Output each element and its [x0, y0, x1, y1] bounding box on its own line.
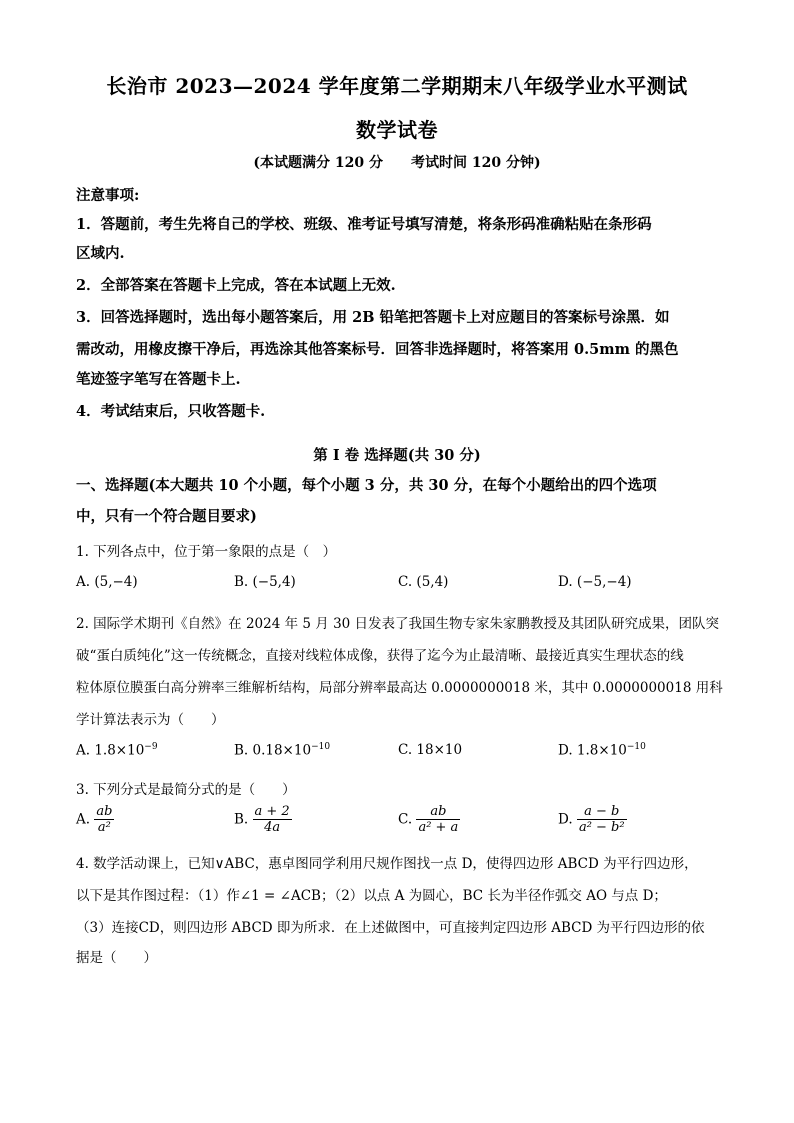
q4-line-3: （3）连接CD，则四边形 ABCD 即为所求．在上述做图中，可直接判定四边形 ABCD 为平行四边形的依: [76, 920, 705, 936]
q2-option-c: C. 18×10: [398, 742, 463, 758]
time-info: 考试时间 120 分钟): [411, 155, 541, 171]
notice-item-1-cont: 区域内.: [76, 245, 125, 262]
q2-line-4: 学计算法表示为（ ）: [76, 712, 225, 728]
exam-title: 长治市 2023—2024 学年度第二学期期末八年级学业水平测试: [106, 74, 688, 98]
notice-item-4: 4．考试结束后，只收答题卡.: [76, 403, 266, 420]
q2-option-a: A. $1.8\times 10^{-9}$: [76, 742, 158, 759]
q2-line-2: 破“蛋白质纯化”这一传统概念，直接对线粒体成像，获得了迄今为止最清晰、最接近真实生理状态的线: [76, 648, 684, 664]
fraction: $\frac{a + 2}{4a}$: [254, 804, 290, 835]
q3-stem: 3. 下列分式是最简分式的是（ ）: [76, 782, 296, 798]
q2-option-d: D. $1.8\times 10^{-10}$: [558, 742, 646, 759]
notice-item-1: 1．答题前，考生先将自己的学校、班级、准考证号填写清楚，将条形码准确粘贴在条形码: [76, 216, 652, 233]
notice-item-3-cont2: 笔迹签字笔写在答题卡上.: [76, 371, 241, 388]
q3-option-c: C. $\frac{ab}{\text{a² + a}}$: [398, 804, 459, 835]
q1-stem: 1. 下列各点中，位于第一象限的点是（ ）: [76, 544, 337, 560]
q1-option-a: A. (5,−4): [76, 574, 138, 590]
notice-item-3-cont: 需改动，用橡皮擦干净后，再选涂其他答案标号．回答非选择题时，将答案用 0.5mm 的黑色: [76, 341, 679, 358]
q2-line-1: 2. 国际学术期刊《自然》在 2024 年 5 月 30 日发表了我国生物专家朱家鹏教授及其团队研究成果，团队突: [76, 616, 720, 632]
notice-heading: 注意事项:: [76, 187, 140, 204]
score-info: (本试题满分 120 分: [253, 155, 383, 171]
q3-option-b: B. $\frac{a + 2}{4a}$: [234, 804, 290, 835]
q2-option-b: B. $0.18\times 10^{-10}$: [234, 742, 331, 759]
section-heading: 一、选择题(本大题共 10 个小题，每个小题 3 分，共 30 分，在每个小题给出的四个选项: [76, 477, 657, 494]
fraction: $\frac{ab}{\text{a² + a}}$: [418, 804, 459, 835]
notice-item-3: 3．回答选择题时，选出每小题答案后，用 2B 铅笔把答题卡上对应题目的答案标号涂黑．如: [76, 309, 670, 326]
q4-line-1: 4. 数学活动课上，已知∨ABC，惠卓图同学利用尺规作图找一点 D，使得四边形 ABCD 为平行四边形，: [76, 856, 698, 872]
exam-subject-title: 数学试卷: [356, 118, 438, 142]
q4-line-2: 以下是其作图过程：（1）作∠1 = ∠ACB；（2）以点 A 为圆心，BC 长为半径作弧交 AO 与点 D；: [76, 888, 667, 904]
section-heading-cont: 中，只有一个符合题目要求): [76, 508, 257, 525]
fraction: $\frac{ab}{\text{a²}}$: [96, 804, 113, 835]
q4-line-4: 据是（ ）: [76, 950, 157, 966]
q3-option-d: D. $\frac{a - b}{\text{a² − b²}}$: [558, 804, 625, 835]
q1-option-c: C. (5,4): [398, 574, 449, 590]
q1-option-b: B. (−5,4): [234, 574, 296, 590]
q3-option-a: A. $\frac{ab}{\text{a²}}$: [76, 804, 113, 835]
notice-item-2: 2．全部答案在答题卡上完成，答在本试题上无效.: [76, 277, 396, 294]
part-title: 第 I 卷 选择题(共 30 分): [313, 447, 481, 464]
exam-info: [0, 152, 794, 172]
fraction: $\frac{a - b}{\text{a² − b²}}$: [578, 804, 625, 835]
q1-option-d: D. (−5,−4): [558, 574, 632, 590]
q2-line-3: 粒体原位膜蛋白高分辨率三维解析结构，局部分辨率最高达 0.0000000018 米，其中 0.0000000018 用科: [76, 680, 723, 696]
